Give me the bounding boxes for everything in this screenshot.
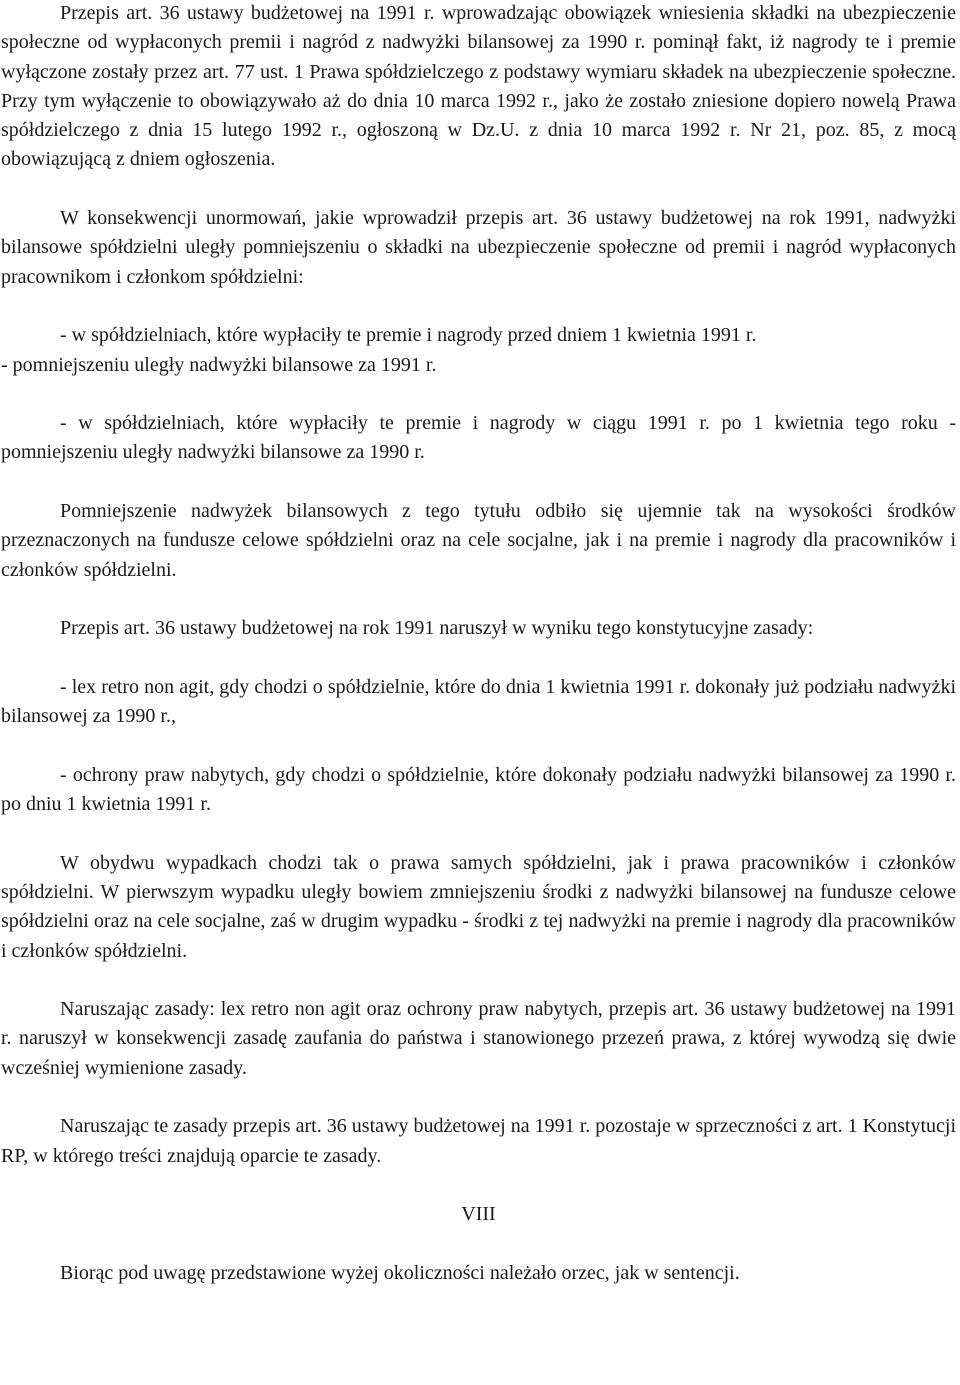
paragraph-constitution-conflict: Naruszając te zasady przepis art. 36 ustawy budżetowej na 1991 r. pozostaje w sprzeczności z art. 1 Konstytucji RP, w którego treści znajdują oparcie te zasady. (1, 1115, 956, 1167)
paragraph-surplus-reduction: Pomniejszenie nadwyżek bilansowych z tego tytułu odbiło się ujemnie tak na wysokości środków przeznaczonych na fundusze celowe spółdzielni oraz na cele socjalne, jak i na premie i nagrody dla pracowników i członków spółdzielni. (1, 500, 956, 581)
paragraph-both-cases: W obydwu wypadkach chodzi tak o prawa samych spółdzielni, jak i prawa pracowników i członków spółdzielni. W pierwszym wypadku uległy bowiem zmniejszeniu środki z nadwyżki bilansowej na fundusze celowe spółdzielni oraz na cele socjalne, zaś w drugim wypadku - środki z tej nadwyżki na premie i nagrody dla pracowników i członków spółdzielni. (1, 851, 956, 962)
list-item-after-april: - w spółdzielniach, które wypłaciły te premie i nagrody w ciągu 1991 r. po 1 kwietnia tego roku - pomniejszeniu uległy nadwyżki bilansowe za 1990 r. (1, 412, 956, 464)
paragraph-constitutional-principles: Przepis art. 36 ustawy budżetowej na rok 1991 naruszył w wyniku tego konstytucyjne zasady: (60, 617, 814, 640)
list-item-before-april: - w spółdzielniach, które wypłaciły te premie i nagrody przed dniem 1 kwietnia 1991 r. (60, 324, 757, 347)
paragraph-conclusion: Biorąc pod uwagę przedstawione wyżej okoliczności należało orzec, jak w sentencji. (60, 1261, 740, 1284)
list-item-lex-retro: - lex retro non agit, gdy chodzi o spółdzielnie, które do dnia 1 kwietnia 1991 r. dokonały już podziału nadwyżki bilansowej za 1990 r., (1, 675, 956, 728)
paragraph-consequences: W konsekwencji unormowań, jakie wprowadził przepis art. 36 ustawy budżetowej na rok 1991, nadwyżki bilansowe spółdzielni uległy pomniejszeniu o składki na ubezpieczenie społeczne od premii i nagród wypłaconych pracownikom i członkom spółdzielni: (1, 207, 956, 288)
paragraph-trust-principle: Naruszając zasady: lex retro non agit oraz ochrony praw nabytych, przepis art. 36 ustawy budżetowej na 1991 r. naruszył w konsekwencji zasadę zaufania do państwa i stanowionego przezeń prawa, z której wywodzą się dwie wcześniej wymienione zasady. (1, 998, 956, 1079)
list-item-acquired-rights: - ochrony praw nabytych, gdy chodzi o spółdzielnie, które dokonały podziału nadwyżki bilansowej za 1990 r. po dniu 1 kwietnia 1991 r. (1, 763, 956, 816)
list-item-1991-surplus: - pomniejszeniu uległy nadwyżki bilansowe za 1991 r. (1, 353, 437, 376)
paragraph-art-36-contribution: Przepis art. 36 ustawy budżetowej na 1991 r. wprowadzając obowiązek wniesienia składki na ubezpieczenie społeczne od wypłaconych premii i nagród z nadwyżki bilansowej za 1990 r. pominął fakt, iż nagrody te i premie wyłączone zostały przez art. 77 ust. 1 Prawa spółdzielczego z podstawy wymiaru składek na ubezpieczenie społeczne. Przy tym wyłączenie to obowiązywało aż do dnia 10 marca 1992 r., jako że zostało zniesione dopiero nowelą Prawa spółdzielczego z dnia 15 lutego 1992 r., ogłoszoną w Dz.U. z dnia 10 marca 1992 r. Nr 21, poz. 85, z mocą obowiązującą z dniem ogłoszenia. (1, 2, 956, 171)
section-heading-viii: VIII (461, 1203, 496, 1226)
list-before-april (1, 321, 956, 380)
